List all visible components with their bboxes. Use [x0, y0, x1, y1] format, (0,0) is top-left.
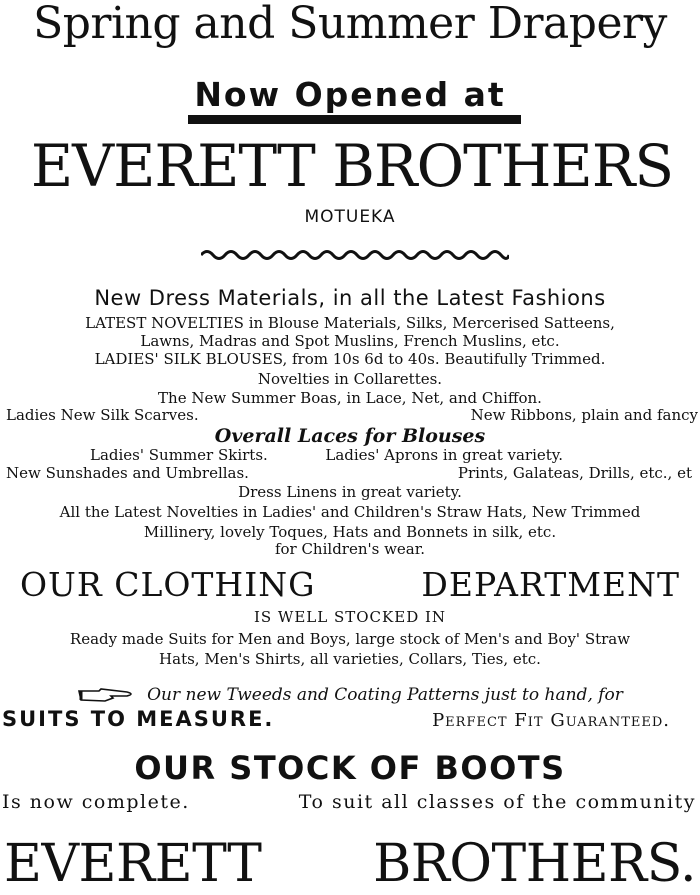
brand-name: EVERETT BROTHERS: [30, 132, 674, 200]
lawns-line: Lawns, Madras and Spot Muslins, French Muslins, etc.: [140, 332, 560, 350]
boas-line: The New Summer Boas, in Lace, Net, and Chiffon.: [158, 389, 542, 407]
footer-brand: [0, 834, 700, 894]
tweeds-row: [0, 686, 700, 704]
collarettes-line: Novelties in Collarettes.: [257, 370, 443, 388]
skirts-aprons-row: [0, 448, 700, 463]
sunshades-prints-row: [0, 466, 700, 481]
boots-complete-row: [0, 793, 700, 812]
silk-blouses-line: LADIES' SILK BLOUSES, from 10s 6d to 40s. Beautifully Trimmed.: [94, 350, 606, 368]
straw-hats-line: All the Latest Novelties in Ladies' and Children's Straw Hats, New Trimmed: [59, 503, 641, 521]
prints-text: Prints, Galateas, Drills, etc., et: [457, 464, 692, 482]
headline: Spring and Summer Drapery: [33, 0, 667, 49]
heavy-rule: [188, 115, 521, 124]
boots-heading: OUR STOCK OF BOOTS: [134, 749, 566, 787]
ready-made-suits-line: Ready made Suits for Men and Boys, large stock of Men's and Boy' Straw: [69, 630, 631, 648]
aprons-text: Ladies' Aprons in great variety.: [325, 446, 564, 464]
suits-to-measure-row: [0, 709, 700, 730]
location: MOTUEKA: [304, 207, 396, 227]
scarves-ribbons-row: [0, 408, 700, 423]
tweeds-text: Our new Tweeds and Coating Patterns just to hand, for: [147, 684, 623, 705]
hats-shirts-line: Hats, Men's Shirts, all varieties, Collars, Ties, etc.: [159, 650, 541, 668]
boots-complete-text: Is now complete.: [2, 791, 190, 813]
perfect-fit-guaranteed: Perfect Fit Guaranteed.: [432, 710, 670, 731]
footer-brand-right: BROTHERS.: [373, 834, 696, 894]
childrens-wear-line: for Children's wear.: [274, 540, 426, 558]
clothing-department-heading: [0, 565, 700, 604]
sunshades-text: New Sunshades and Umbrellas.: [6, 464, 249, 482]
scarves-text: Ladies New Silk Scarves.: [6, 406, 199, 424]
clothing-heading-left: OUR CLOTHING: [20, 565, 316, 604]
well-stocked-line: IS WELL STOCKED IN: [253, 608, 447, 626]
skirts-text: Ladies' Summer Skirts.: [90, 446, 268, 464]
clothing-heading-right: DEPARTMENT: [421, 565, 680, 604]
wavy-divider: [201, 248, 509, 262]
pointing-hand-icon: [77, 686, 137, 704]
now-opened-at: Now Opened at: [194, 75, 506, 114]
ribbons-text: New Ribbons, plain and fancy: [470, 406, 698, 424]
dress-materials-heading: New Dress Materials, in all the Latest Fashions: [94, 286, 606, 310]
novelties-blouse-line: LATEST NOVELTIES in Blouse Materials, Silks, Mercerised Satteens,: [85, 314, 615, 332]
overall-laces-heading: Overall Laces for Blouses: [214, 425, 486, 447]
millinery-line: Millinery, lovely Toques, Hats and Bonnets in silk, etc.: [143, 523, 557, 541]
dress-linens-line: Dress Linens in great variety.: [238, 483, 462, 501]
footer-brand-left: EVERETT: [4, 834, 262, 894]
suits-to-measure: SUITS TO MEASURE.: [2, 707, 275, 731]
suit-all-classes-text: To suit all classes of the community: [298, 791, 696, 813]
